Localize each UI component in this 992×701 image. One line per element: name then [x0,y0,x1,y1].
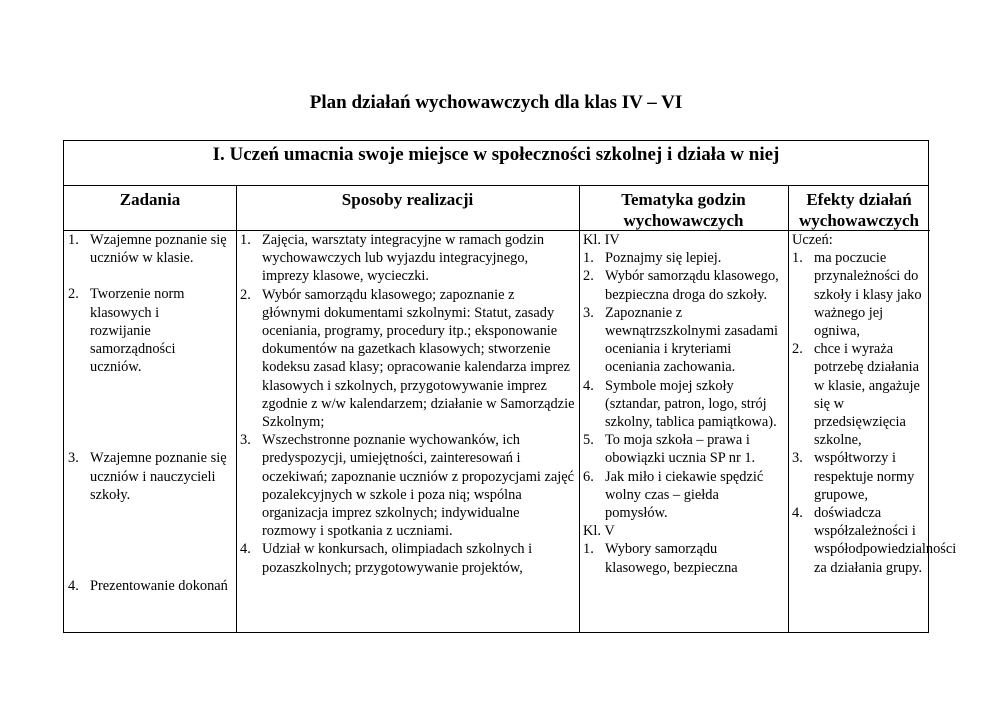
tematyka-item: 1. Wybory samorządu klasowego, bezpieczna [583,541,738,576]
tematyka-item: 1. Poznajmy się lepiej. [583,250,722,267]
zadania-item: 1. Wzajemne poznanie się uczniów w klasie. [68,232,227,267]
sposoby-item: 2. Wybór samorządu klasowego; zapoznanie z głównymi dokumentami szkolnymi: Statut, zasady oceniania, programy, procedury itp.; eksponowanie dokumentów na gazetkach klasowych; stworzenie kodeksu zasad klasy; opracowanie kalendarza imprez klasowych i szkolnych, przygotowywanie imprez zgodnie z w/w kalendarzem; działanie w Samorządzie Szkolnym; [240,286,575,431]
efekty-label: Uczeń: [792,232,833,248]
class-label: Kl. IV [583,232,620,248]
tematyka-item: 3. Zapoznanie z wewnątrzszkolnymi zasadami oceniania i kryteriami oceniania zachowania. [583,304,779,376]
zadania-item: 2. Tworzenie norm klasowych i rozwijanie samorządności uczniów. [68,286,185,376]
column-zadania [68,231,234,632]
header-efekty: Efekty działań wychowawczych [788,185,930,231]
sposoby-item: 3. Wszechstronne poznanie wychowanków, ich predyspozycji, umiejętności, zainteresowań i oczekiwań; zapoznanie uczniów z propozycjami zajęć pozalekcyjnych w szkole i poza nią; wspólna organizacja imprez szkolnych; indywidualne rozmowy i spotkania z uczniami. [240,432,575,540]
column-sposoby [240,231,576,632]
header-zadania: Zadania [64,185,236,231]
section-title: I. Uczeń umacnia swoje miejsce w społeczności szkolnej i działa w niej [64,141,928,186]
sposoby-item: 1. Zajęcia, warsztaty integracyjne w ramach godzin wychowawczych lub wyjazdu integracyjnego, imprezy klasowe, wycieczki. [240,232,545,285]
column-divider [788,185,789,632]
plan-table [63,140,957,633]
header-tematyka: Tematyka godzin wychowawczych [579,185,788,231]
efekty-item: 2. chce i wyraża potrzebę działania w klasie, angażuje się w przedsięwzięcia szkolne, [792,341,920,449]
column-efekty [792,231,957,632]
tematyka-item: 5. To moja szkoła – prawa i obowiązki ucznia SP nr 1. [583,432,756,467]
efekty-item: 4. doświadcza współzależności i współodpowiedzialności za działania grupy. [792,505,957,576]
column-tematyka [583,231,785,632]
class-label: Kl. V [583,523,615,540]
tematyka-item: 2. Wybór samorządu klasowego, bezpieczna droga do szkoły. [583,268,779,303]
page-title: Plan działań wychowawczych dla klas IV – VI [309,92,683,113]
header-sposoby: Sposoby realizacji [236,185,579,231]
zadania-item: 4. Prezentowanie dokonań [68,578,228,595]
efekty-item: 3. współtworzy i respektuje normy grupowe, [792,450,915,503]
efekty-item: 1. ma poczucie przynależności do szkoły i klasy jako ważnego jej ogniwa, [792,250,922,340]
column-divider [236,185,237,632]
tematyka-item: 6. Jak miło i ciekawie spędzić wolny czas – giełda pomysłów. [583,468,764,522]
sposoby-item: 4. Udział w konkursach, olimpiadach szkolnych i pozaszkolnych; przygotowywanie projektów, [240,541,533,576]
column-divider [579,185,580,632]
tematyka-item: 4. Symbole mojej szkoły (sztandar, patron, logo, strój szkolny, tablica pamiątkowa). [583,377,777,431]
zadania-item: 3. Wzajemne poznanie się uczniów i nauczycieli szkoły. [68,450,227,503]
